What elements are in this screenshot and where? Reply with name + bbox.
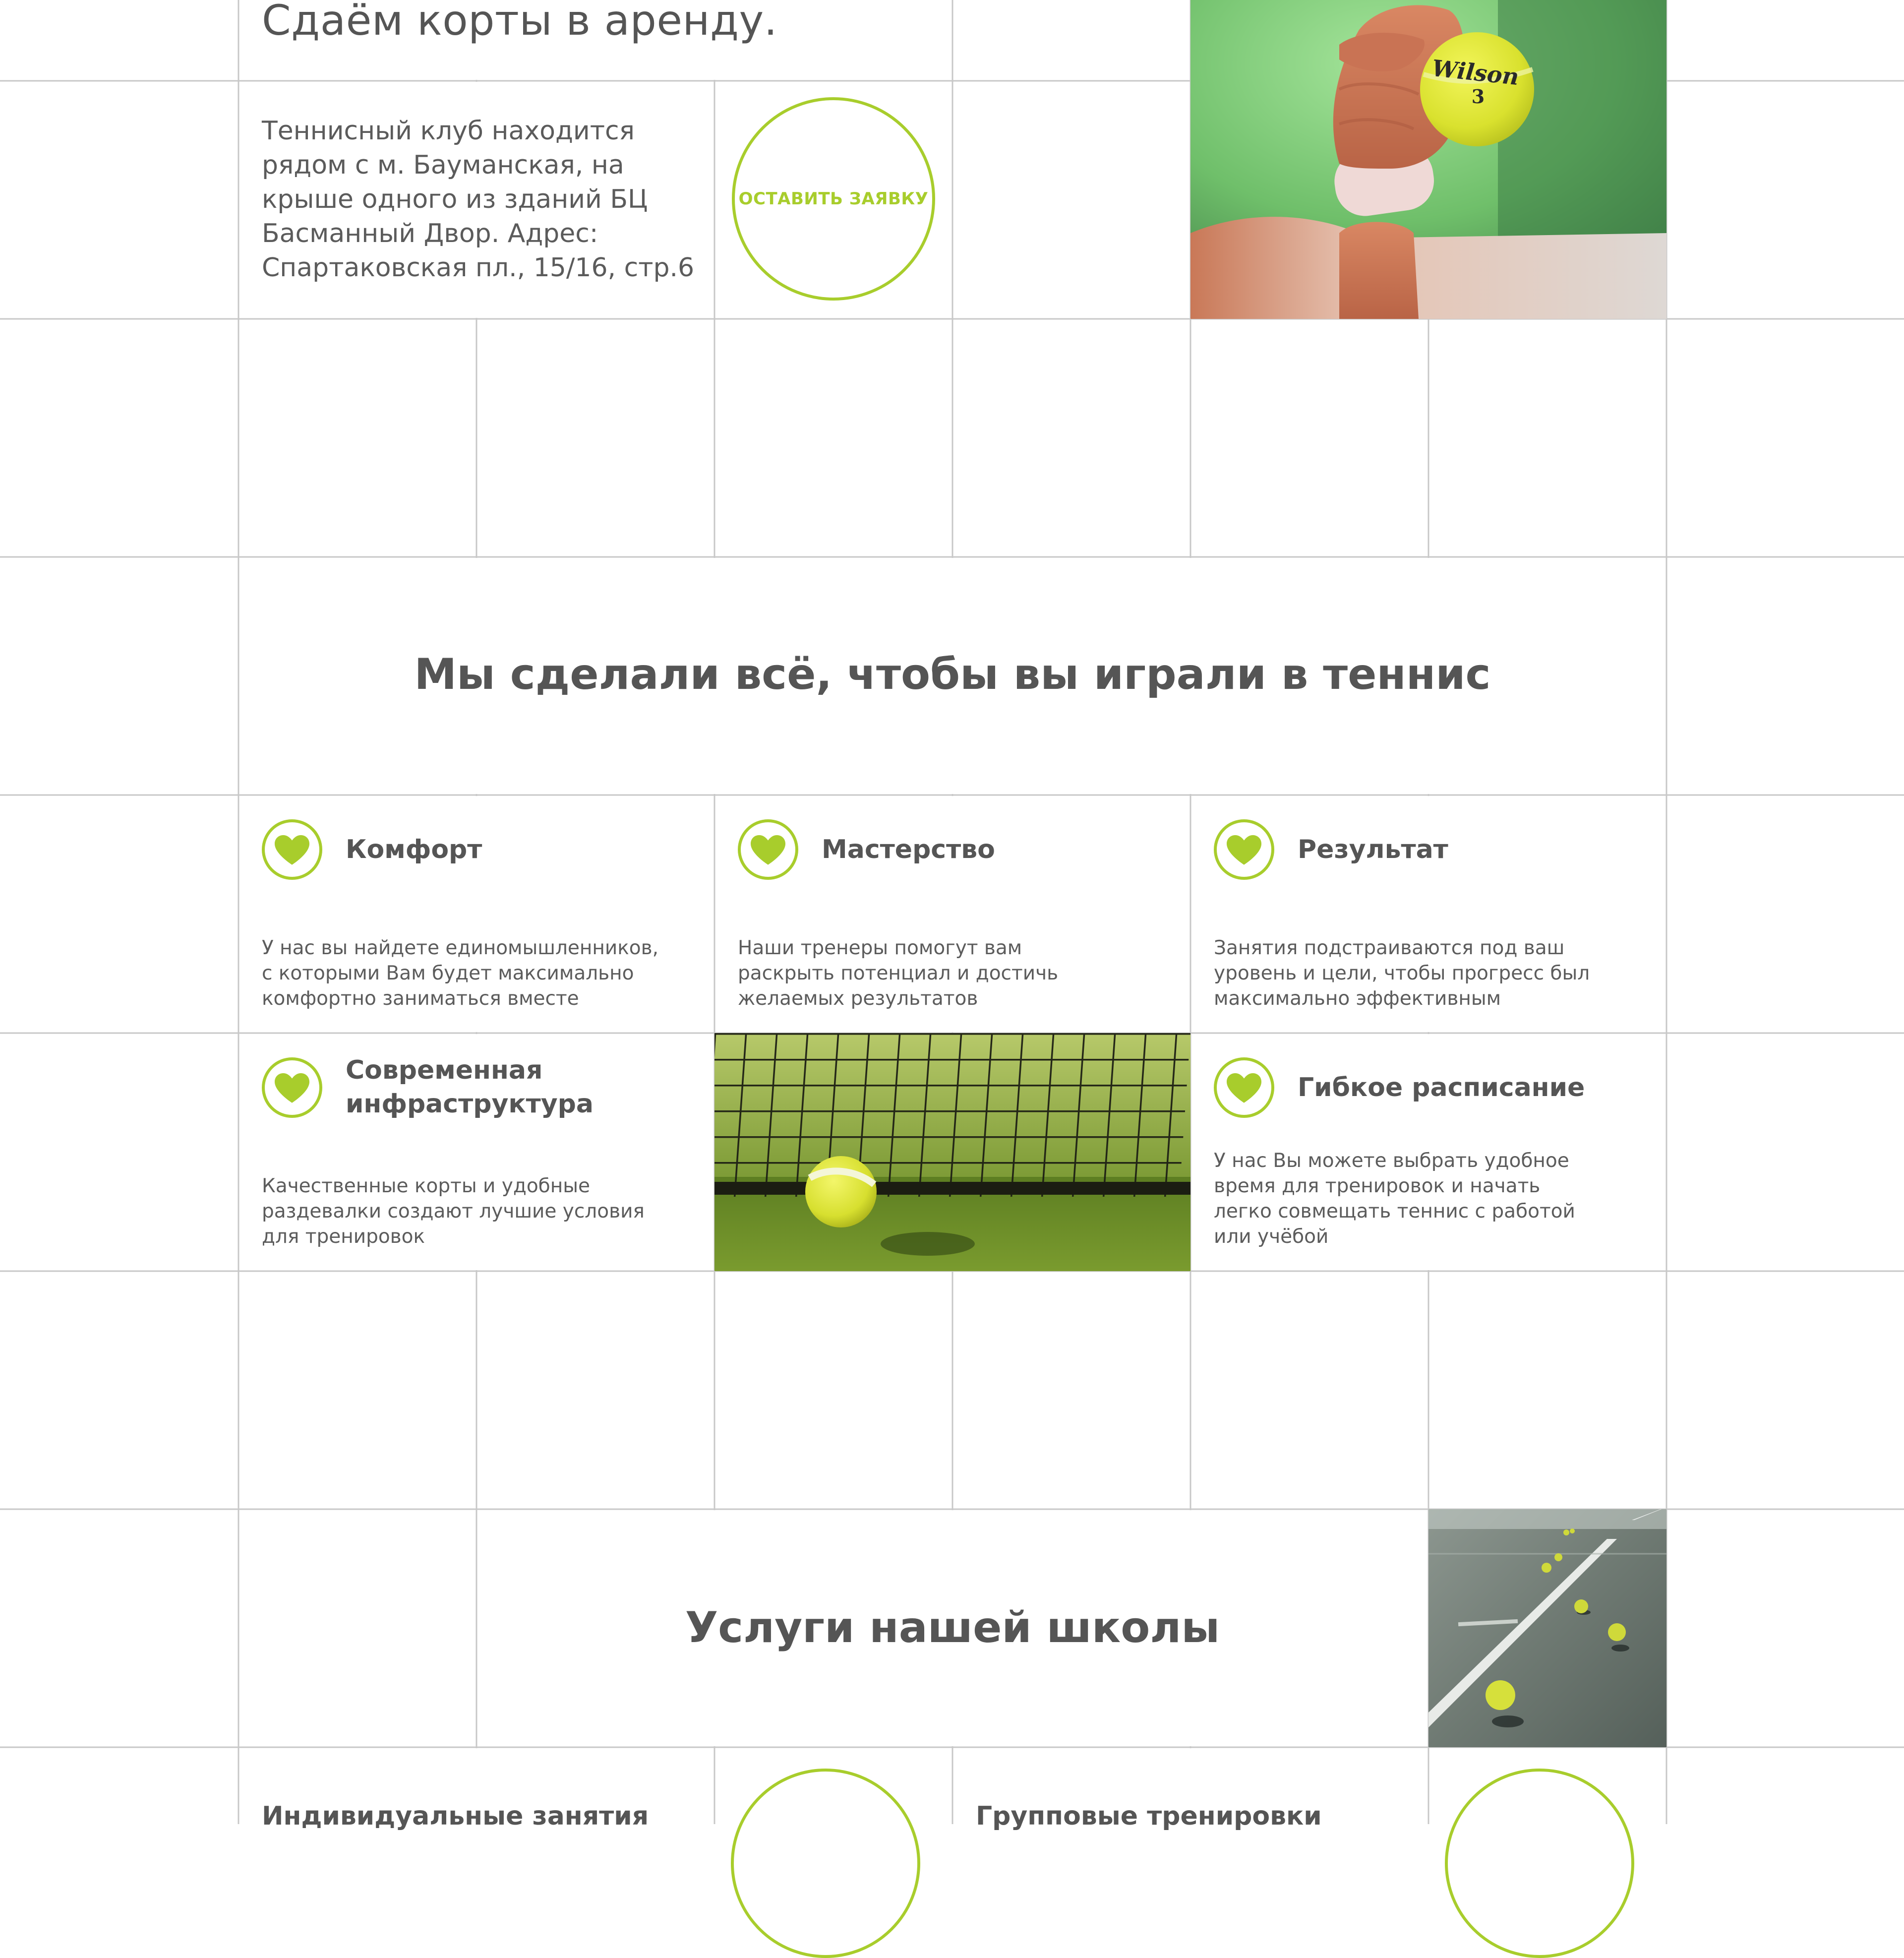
feature-badge-4 [262,1057,322,1118]
heart-icon [1227,834,1261,865]
heart-icon [275,1072,309,1103]
services-title: Услуги нашей школы [685,1603,1220,1652]
ball-number-text: 3 [1471,85,1485,108]
feature-badge-1 [262,819,322,880]
feature-title-3: Результат [1298,835,1448,864]
service-ring-1[interactable] [731,1769,920,1958]
feature-badge-2 [738,819,798,880]
feature-title-2: Мастерство [822,835,995,864]
feature-desc-1: У нас вы найдете единомышленников, с которыми Вам будет максимально комфортно заниматься вместе [262,937,659,1010]
court-balls-photo [1428,1509,1666,1747]
feature-title-5: Гибкое расписание [1298,1073,1585,1102]
feature-badge-3 [1214,819,1274,880]
feature-title-4: Современная инфраструктура [346,1055,594,1119]
heart-icon [275,834,309,865]
heart-icon [1227,1072,1261,1103]
feature-desc-5: У нас Вы можете выбрать удобное время для тренировок и начать легко совмещать теннис с работой или учёбой [1214,1150,1575,1248]
feature-desc-4: Качественные корты и удобные раздевалки создают лучшие условия для тренировок [262,1175,645,1248]
service-ring-2[interactable] [1445,1769,1634,1958]
intro-description: Теннисный клуб находится рядом с м. Бауманская, на крыше одного из зданий БЦ Басманный Двор. Адрес: Спартаковская пл., 15/16, стр.6 [262,116,695,283]
feature-desc-2: Наши тренеры помогут вам раскрыть потенциал и достичь желаемых результатов [738,937,1059,1010]
service-title-1: Индивидуальные занятия [262,1801,649,1831]
feature-desc-3: Занятия подстраиваются под ваш уровень и цели, чтобы прогресс был максимально эффективным [1214,937,1590,1010]
feature-badge-5 [1214,1057,1274,1118]
service-title-2: Групповые тренировки [976,1801,1322,1831]
ball-brand-text: Wilson [1430,55,1520,91]
hand-with-ball-photo [1190,0,1666,319]
feature-title-1: Комфорт [346,835,482,864]
heart-icon [751,834,785,865]
advantages-title: Мы сделали всё, чтобы вы играли в теннис [414,650,1491,699]
intro-title: Сдаём корты в аренду. [262,0,777,45]
leave-request-button[interactable]: ОСТАВИТЬ ЗАЯВКУ [732,97,935,301]
ball-at-net-photo [714,1033,1190,1271]
